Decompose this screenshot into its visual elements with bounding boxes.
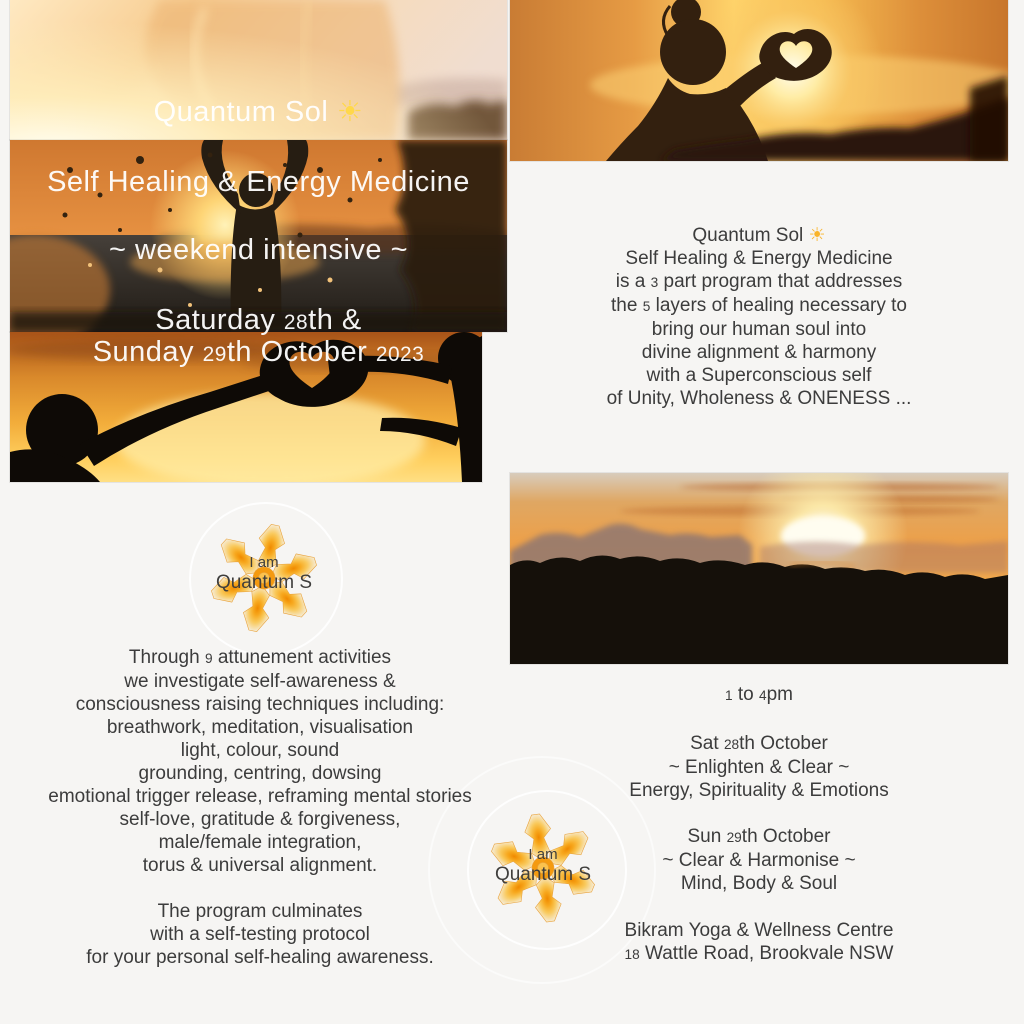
- logo-text: [204, 554, 324, 594]
- program-closing-line: The program culminates: [157, 901, 363, 922]
- collage-title: Quantum Sol ☀: [153, 96, 364, 128]
- program-line: male/female integration,: [158, 832, 362, 853]
- program-text: [8, 646, 512, 969]
- logo-line2: Quantum S: [494, 864, 592, 885]
- photo-heart-hands-sunset: [510, 0, 1008, 161]
- intro-line: divine alignment & harmony: [641, 342, 877, 363]
- venue-name: Bikram Yoga & Wellness Centre: [624, 920, 894, 941]
- intro-line: is a 3 part program that addresses: [615, 271, 903, 292]
- schedule-day2-topics: Mind, Body & Soul: [680, 873, 838, 894]
- intro-line: bring our human soul into: [651, 319, 867, 340]
- collage-tagline: ~ weekend intensive ~: [108, 234, 409, 266]
- collage-date-line2: Sunday 29th October 2023: [92, 336, 425, 368]
- photo-sunset-hills: [510, 473, 1008, 664]
- photo-sunset-woman: [10, 0, 507, 140]
- program-closing-line: for your personal self-healing awareness.: [86, 947, 434, 968]
- program-line: we investigate self-awareness &: [124, 671, 396, 692]
- venue-address: 18 Wattle Road, Brookvale NSW: [624, 943, 894, 964]
- schedule-venue: [510, 919, 1008, 966]
- intro-line: Self Healing & Energy Medicine: [625, 248, 893, 269]
- intro-line: the 5 layers of healing necessary to: [611, 295, 907, 316]
- logo-line1: I am: [249, 554, 279, 571]
- logo-line2: Quantum S: [215, 572, 313, 593]
- intro-title: Quantum Sol ☀: [692, 225, 826, 246]
- schedule-day1-topics: Energy, Spirituality & Emotions: [629, 780, 889, 801]
- program-closing-line: with a self-testing protocol: [150, 924, 370, 945]
- program-line: Through 9 attunement activities: [128, 647, 392, 668]
- program-closing: [8, 900, 512, 969]
- program-line: self-love, gratitude & forgiveness,: [119, 809, 401, 830]
- schedule-day2-date: Sun 29th October: [687, 826, 831, 847]
- intro-text: [510, 224, 1008, 410]
- quantum-sol-logo: [204, 516, 324, 636]
- collage-subtitle: Self Healing & Energy Medicine: [47, 166, 470, 198]
- photo-ocean-splash: [10, 140, 507, 332]
- program-line: light, colour, sound: [180, 740, 340, 761]
- program-line: consciousness raising techniques including:: [75, 694, 445, 715]
- schedule-time: 1 to 4pm: [724, 684, 794, 705]
- program-line: breathwork, meditation, visualisation: [106, 717, 414, 738]
- program-line: emotional trigger release, reframing mental stories: [48, 786, 472, 807]
- schedule-day1: [510, 732, 1008, 802]
- schedule-day2-theme: ~ Clear & Harmonise ~: [662, 850, 856, 871]
- sun-icon: ☀: [336, 96, 364, 128]
- schedule-day2: [510, 825, 1008, 895]
- intro-line: of Unity, Wholeness & ONENESS ...: [606, 388, 912, 409]
- program-line: torus & universal alignment.: [142, 855, 378, 876]
- schedule-day1-date: Sat 28th October: [690, 733, 828, 754]
- photo-heart-hands-couple: [10, 332, 482, 482]
- collage-date-line1: Saturday 28th &: [155, 304, 362, 336]
- intro-line: with a Superconscious self: [646, 365, 872, 386]
- logo-line1: I am: [528, 846, 558, 863]
- sun-icon: ☀: [808, 225, 826, 246]
- program-line: grounding, centring, dowsing: [138, 763, 382, 784]
- schedule-day1-theme: ~ Enlighten & Clear ~: [668, 757, 850, 778]
- schedule-text: [510, 683, 1008, 966]
